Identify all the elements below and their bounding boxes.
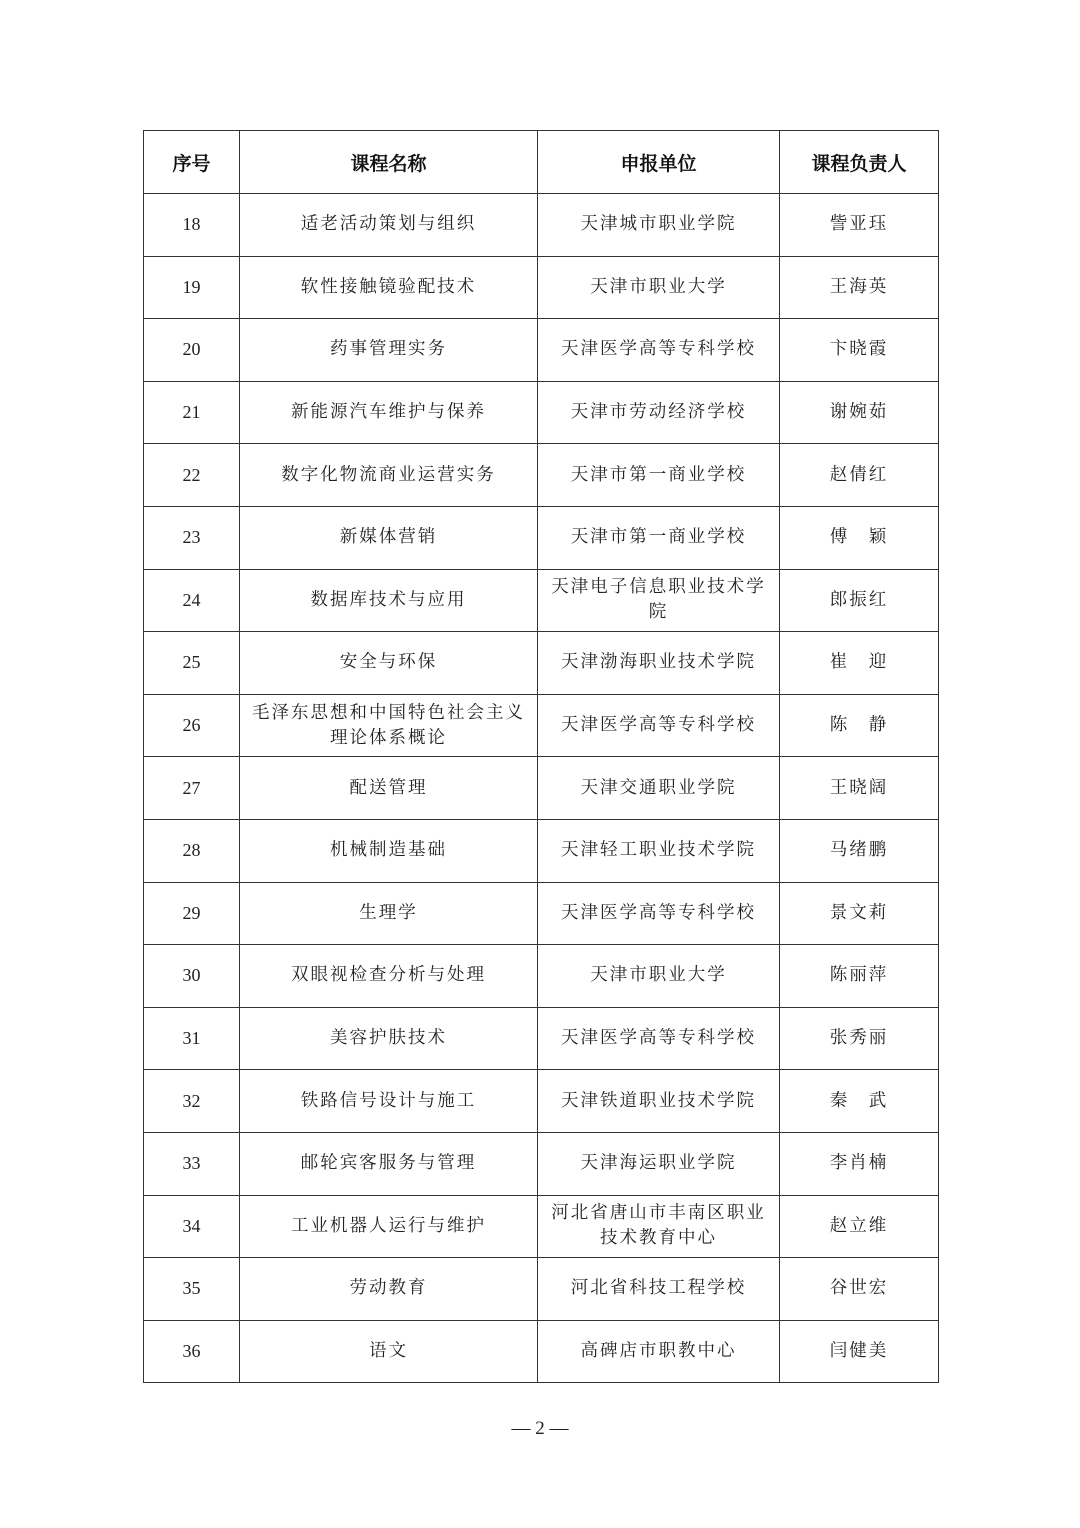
table-row bbox=[144, 256, 939, 319]
course-table bbox=[143, 130, 939, 1383]
cell-course-name: 劳动教育 bbox=[240, 1258, 538, 1321]
cell-course-name: 新能源汽车维护与保养 bbox=[240, 381, 538, 444]
cell-serial-number: 36 bbox=[144, 1320, 240, 1383]
cell-course-leader: 张秀丽 bbox=[780, 1007, 939, 1070]
cell-course-name: 药事管理实务 bbox=[240, 319, 538, 382]
cell-course-name: 美容护肤技术 bbox=[240, 1007, 538, 1070]
cell-course-leader: 陈 静 bbox=[780, 694, 939, 757]
table-row bbox=[144, 1132, 939, 1195]
cell-serial-number: 31 bbox=[144, 1007, 240, 1070]
cell-course-name: 铁路信号设计与施工 bbox=[240, 1070, 538, 1133]
cell-course-leader: 景文莉 bbox=[780, 882, 939, 945]
cell-serial-number: 23 bbox=[144, 506, 240, 569]
cell-applying-unit: 天津市职业大学 bbox=[538, 945, 780, 1008]
table-row bbox=[144, 444, 939, 507]
cell-course-name: 适老活动策划与组织 bbox=[240, 194, 538, 257]
cell-course-leader: 赵倩红 bbox=[780, 444, 939, 507]
table-row bbox=[144, 1320, 939, 1383]
cell-applying-unit: 天津市第一商业学校 bbox=[538, 444, 780, 507]
cell-applying-unit: 天津市第一商业学校 bbox=[538, 506, 780, 569]
cell-course-leader: 陈丽萍 bbox=[780, 945, 939, 1008]
cell-course-leader: 谢婉茹 bbox=[780, 381, 939, 444]
cell-course-name: 数据库技术与应用 bbox=[240, 569, 538, 632]
cell-applying-unit: 高碑店市职教中心 bbox=[538, 1320, 780, 1383]
table-row bbox=[144, 1007, 939, 1070]
cell-serial-number: 29 bbox=[144, 882, 240, 945]
cell-applying-unit: 天津医学高等专科学校 bbox=[538, 1007, 780, 1070]
cell-serial-number: 26 bbox=[144, 694, 240, 757]
cell-serial-number: 21 bbox=[144, 381, 240, 444]
cell-serial-number: 30 bbox=[144, 945, 240, 1008]
cell-course-name: 新媒体营销 bbox=[240, 506, 538, 569]
cell-serial-number: 19 bbox=[144, 256, 240, 319]
cell-course-leader: 赵立维 bbox=[780, 1195, 939, 1258]
cell-course-name: 软性接触镜验配技术 bbox=[240, 256, 538, 319]
table-row bbox=[144, 1258, 939, 1321]
table-row bbox=[144, 819, 939, 882]
table-row bbox=[144, 194, 939, 257]
cell-course-name: 邮轮宾客服务与管理 bbox=[240, 1132, 538, 1195]
cell-serial-number: 27 bbox=[144, 757, 240, 820]
cell-course-name: 安全与环保 bbox=[240, 632, 538, 695]
cell-course-name: 配送管理 bbox=[240, 757, 538, 820]
table-header-row bbox=[144, 131, 939, 194]
cell-serial-number: 18 bbox=[144, 194, 240, 257]
cell-applying-unit: 天津海运职业学院 bbox=[538, 1132, 780, 1195]
table-row bbox=[144, 569, 939, 632]
page-number: — 2 — bbox=[511, 1418, 569, 1439]
cell-course-leader: 卞晓霞 bbox=[780, 319, 939, 382]
cell-serial-number: 32 bbox=[144, 1070, 240, 1133]
cell-applying-unit: 天津交通职业学院 bbox=[538, 757, 780, 820]
cell-course-name: 语文 bbox=[240, 1320, 538, 1383]
cell-course-leader: 訾亚珏 bbox=[780, 194, 939, 257]
table-row bbox=[144, 1070, 939, 1133]
cell-serial-number: 35 bbox=[144, 1258, 240, 1321]
cell-course-leader: 崔 迎 bbox=[780, 632, 939, 695]
cell-course-leader: 谷世宏 bbox=[780, 1258, 939, 1321]
cell-course-leader: 傅 颖 bbox=[780, 506, 939, 569]
cell-applying-unit: 天津医学高等专科学校 bbox=[538, 882, 780, 945]
cell-course-leader: 王晓阔 bbox=[780, 757, 939, 820]
table-row bbox=[144, 882, 939, 945]
cell-course-name: 机械制造基础 bbox=[240, 819, 538, 882]
header-serial-number: 序号 bbox=[144, 131, 240, 194]
table-row bbox=[144, 694, 939, 757]
table-row bbox=[144, 381, 939, 444]
cell-course-leader: 郎振红 bbox=[780, 569, 939, 632]
cell-course-leader: 秦 武 bbox=[780, 1070, 939, 1133]
cell-course-name: 数字化物流商业运营实务 bbox=[240, 444, 538, 507]
cell-serial-number: 33 bbox=[144, 1132, 240, 1195]
cell-applying-unit: 河北省唐山市丰南区职业技术教育中心 bbox=[538, 1195, 780, 1258]
header-course-leader: 课程负责人 bbox=[780, 131, 939, 194]
cell-applying-unit: 天津轻工职业技术学院 bbox=[538, 819, 780, 882]
cell-course-name: 生理学 bbox=[240, 882, 538, 945]
cell-applying-unit: 天津医学高等专科学校 bbox=[538, 319, 780, 382]
cell-applying-unit: 天津铁道职业技术学院 bbox=[538, 1070, 780, 1133]
table-body bbox=[144, 194, 939, 1383]
cell-course-leader: 李肖楠 bbox=[780, 1132, 939, 1195]
cell-serial-number: 22 bbox=[144, 444, 240, 507]
table-row bbox=[144, 1195, 939, 1258]
cell-applying-unit: 天津市劳动经济学校 bbox=[538, 381, 780, 444]
cell-course-name: 工业机器人运行与维护 bbox=[240, 1195, 538, 1258]
cell-serial-number: 24 bbox=[144, 569, 240, 632]
cell-serial-number: 25 bbox=[144, 632, 240, 695]
cell-course-leader: 王海英 bbox=[780, 256, 939, 319]
cell-course-leader: 马绪鹏 bbox=[780, 819, 939, 882]
table-row bbox=[144, 632, 939, 695]
cell-serial-number: 20 bbox=[144, 319, 240, 382]
cell-applying-unit: 天津市职业大学 bbox=[538, 256, 780, 319]
cell-applying-unit: 天津城市职业学院 bbox=[538, 194, 780, 257]
cell-course-leader: 闫健美 bbox=[780, 1320, 939, 1383]
cell-course-name: 双眼视检查分析与处理 bbox=[240, 945, 538, 1008]
header-applying-unit: 申报单位 bbox=[538, 131, 780, 194]
table-row bbox=[144, 945, 939, 1008]
cell-applying-unit: 天津电子信息职业技术学院 bbox=[538, 569, 780, 632]
cell-course-name: 毛泽东思想和中国特色社会主义理论体系概论 bbox=[240, 694, 538, 757]
cell-applying-unit: 天津医学高等专科学校 bbox=[538, 694, 780, 757]
table-row bbox=[144, 757, 939, 820]
cell-serial-number: 34 bbox=[144, 1195, 240, 1258]
cell-applying-unit: 天津渤海职业技术学院 bbox=[538, 632, 780, 695]
table-row bbox=[144, 506, 939, 569]
cell-applying-unit: 河北省科技工程学校 bbox=[538, 1258, 780, 1321]
cell-serial-number: 28 bbox=[144, 819, 240, 882]
table-row bbox=[144, 319, 939, 382]
header-course-name: 课程名称 bbox=[240, 131, 538, 194]
